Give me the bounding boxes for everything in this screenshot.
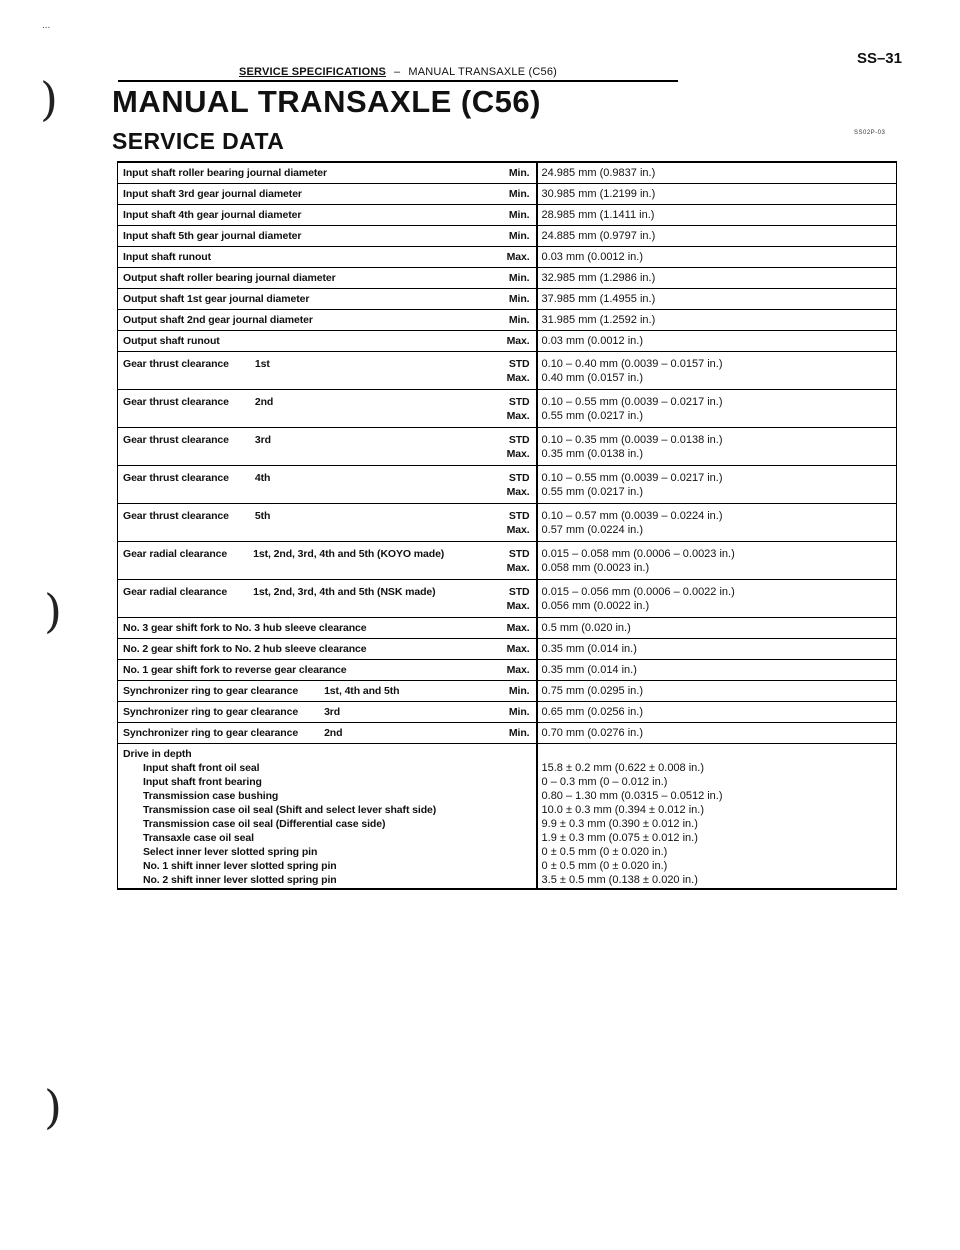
spec-item-label: No. 1 gear shift fork to reverse gear clearance: [123, 664, 347, 676]
spec-item-label: Gear thrust clearance: [123, 396, 229, 408]
spec-item-cell: [118, 660, 537, 681]
spec-item-sublabel: 4th: [254, 472, 271, 484]
spec-value-cell: [537, 466, 897, 504]
spec-row: [118, 289, 897, 310]
spec-item-sublabel: 2nd: [254, 396, 274, 408]
spec-item-cell: [118, 205, 537, 226]
spec-value: 0.058 mm (0.0023 in.): [541, 562, 650, 574]
spec-item-cell: [118, 466, 537, 504]
spec-value-cell: [537, 660, 897, 681]
binding-mark-top: ): [40, 72, 58, 126]
drive-in-depth-value: 3.5 ± 0.5 mm (0.138 ± 0.020 in.): [541, 874, 698, 886]
spec-row: [118, 639, 897, 660]
spec-row: [118, 390, 897, 428]
spec-item-label: Input shaft roller bearing journal diameter: [123, 167, 327, 179]
spec-limit-group: [509, 271, 530, 285]
page-title: MANUAL TRANSAXLE (C56): [112, 84, 541, 119]
drive-in-depth-item: Transmission case oil seal (Shift and select lever shaft side): [143, 804, 437, 816]
spec-value: 28.985 mm (1.1411 in.): [541, 209, 655, 221]
spec-limit: Max.: [506, 251, 530, 263]
spec-value-cell: [537, 205, 897, 226]
spec-item-cell: [118, 639, 537, 660]
spec-row: [118, 247, 897, 268]
running-header-section: SERVICE SPECIFICATIONS: [238, 66, 387, 78]
drive-in-depth-item: Input shaft front bearing: [143, 776, 262, 788]
spec-limit: Min.: [508, 209, 530, 221]
spec-row: [118, 542, 897, 580]
spec-limit-group: [507, 433, 530, 461]
spec-value: 0.75 mm (0.0295 in.): [541, 685, 644, 697]
spec-row: [118, 681, 897, 702]
spec-value: 24.885 mm (0.9797 in.): [541, 230, 656, 242]
spec-item-cell: [118, 504, 537, 542]
spec-row: [118, 723, 897, 744]
drive-in-depth-value: 15.8 ± 0.2 mm (0.622 ± 0.008 in.): [541, 762, 705, 774]
drive-in-depth-value: 0 – 0.3 mm (0 – 0.012 in.): [541, 776, 668, 788]
spec-value: 32.985 mm (1.2986 in.): [541, 272, 656, 284]
figure-code: SS02P-03: [854, 130, 886, 136]
spec-limit-group: [509, 705, 530, 719]
spec-row: [118, 466, 897, 504]
spec-limit-group: [507, 395, 530, 423]
spec-value: 0.03 mm (0.0012 in.): [541, 251, 644, 263]
spec-item-label: Output shaft 1st gear journal diameter: [123, 293, 310, 305]
drive-in-depth-item: No. 1 shift inner lever slotted spring pin: [143, 860, 337, 872]
spec-item-cell: [118, 352, 537, 390]
spec-limit: STD: [508, 358, 530, 370]
drive-in-depth-labels: [118, 744, 537, 890]
spec-limit-group: [509, 166, 530, 180]
spec-limit: STD: [508, 548, 530, 560]
spec-limit: Min.: [508, 727, 530, 739]
spec-item-cell: [118, 390, 537, 428]
spec-item-cell: [118, 268, 537, 289]
spec-value-cell: [537, 226, 897, 247]
spec-limit: Max.: [506, 410, 530, 422]
spec-limit: STD: [508, 434, 530, 446]
spec-value-cell: [537, 580, 897, 618]
spec-limit: Min.: [508, 272, 530, 284]
spec-item-label: Input shaft 4th gear journal diameter: [123, 209, 302, 221]
spec-row: [118, 618, 897, 639]
spec-value: 37.985 mm (1.4955 in.): [541, 293, 656, 305]
spec-value-cell: [537, 702, 897, 723]
spec-value: 0.015 – 0.058 mm (0.0006 – 0.0023 in.): [541, 548, 735, 560]
spec-item-sublabel: 3rd: [254, 434, 271, 446]
drive-in-depth-value: 10.0 ± 0.3 mm (0.394 ± 0.012 in.): [541, 804, 705, 816]
spec-value: 0.65 mm (0.0256 in.): [541, 706, 644, 718]
drive-in-depth-spacer: [542, 747, 892, 761]
spec-limit-group: [507, 357, 530, 385]
spec-item-label: Gear thrust clearance: [123, 510, 229, 522]
spec-limit-group: [507, 509, 530, 537]
spec-item-label: Input shaft 3rd gear journal diameter: [123, 188, 302, 200]
spec-item-label: No. 2 gear shift fork to No. 2 hub sleeve clearance: [123, 643, 367, 655]
spec-limit: STD: [508, 586, 530, 598]
spec-item-cell: [118, 247, 537, 268]
spec-item-sublabel: 1st, 2nd, 3rd, 4th and 5th (NSK made): [253, 586, 436, 598]
page-subtitle: SERVICE DATA: [112, 128, 285, 154]
spec-item-cell: [118, 542, 537, 580]
spec-limit: Min.: [508, 188, 530, 200]
spec-item-label: No. 3 gear shift fork to No. 3 hub sleeve clearance: [123, 622, 367, 634]
spec-item-sublabel: 2nd: [324, 727, 343, 739]
spec-limit: Max.: [506, 643, 530, 655]
spec-value: 0.03 mm (0.0012 in.): [541, 335, 644, 347]
drive-in-depth-item: Input shaft front oil seal: [143, 762, 260, 774]
spec-value: 0.55 mm (0.0217 in.): [541, 410, 644, 422]
spec-limit: Max.: [506, 524, 530, 536]
spec-value: 31.985 mm (1.2592 in.): [541, 314, 656, 326]
spec-item-cell: [118, 428, 537, 466]
spec-limit: Max.: [506, 372, 530, 384]
spec-limit: Max.: [506, 600, 530, 612]
spec-item-cell: [118, 618, 537, 639]
spec-row: [118, 162, 897, 184]
spec-value: 0.35 mm (0.014 in.): [541, 643, 637, 655]
drive-in-depth-value: 0.80 – 1.30 mm (0.0315 – 0.0512 in.): [541, 790, 723, 802]
spec-value-cell: [537, 162, 897, 184]
spec-value-cell: [537, 247, 897, 268]
spec-value: 0.35 mm (0.014 in.): [541, 664, 637, 676]
drive-in-depth-item: Transmission case oil seal (Differential case side): [143, 818, 386, 830]
spec-row: [118, 331, 897, 352]
spec-item-label: Synchronizer ring to gear clearance: [123, 685, 299, 697]
spec-value: 0.015 – 0.056 mm (0.0006 – 0.0022 in.): [541, 586, 735, 598]
spec-limit-group: [507, 621, 530, 635]
spec-item-label: Gear radial clearance: [123, 548, 228, 560]
spec-value-cell: [537, 390, 897, 428]
spec-item-cell: [118, 331, 537, 352]
spec-limit: Min.: [508, 314, 530, 326]
drive-in-depth-value: 1.9 ± 0.3 mm (0.075 ± 0.012 in.): [541, 832, 698, 844]
spec-value-cell: [537, 723, 897, 744]
spec-value-cell: [537, 639, 897, 660]
spec-limit-group: [507, 334, 530, 348]
spec-value: 0.40 mm (0.0157 in.): [541, 372, 644, 384]
spec-value: 0.10 – 0.40 mm (0.0039 – 0.0157 in.): [541, 358, 723, 370]
spec-limit: Max.: [506, 664, 530, 676]
spec-value: 0.10 – 0.55 mm (0.0039 – 0.0217 in.): [541, 396, 723, 408]
spec-limit-group: [507, 663, 530, 677]
spec-value: 0.70 mm (0.0276 in.): [541, 727, 644, 739]
spec-value: 0.10 – 0.57 mm (0.0039 – 0.0224 in.): [541, 510, 723, 522]
spec-limit-group: [509, 313, 530, 327]
spec-value: 0.056 mm (0.0022 in.): [541, 600, 650, 612]
spec-value-cell: [537, 352, 897, 390]
spec-limit: Max.: [506, 622, 530, 634]
spec-limit: STD: [508, 510, 530, 522]
spec-item-cell: [118, 310, 537, 331]
binding-mark-middle: ): [44, 584, 62, 638]
spec-value-cell: [537, 289, 897, 310]
spec-item-sublabel: 3rd: [324, 706, 341, 718]
spec-item-label: Gear thrust clearance: [123, 472, 229, 484]
spec-value: 0.35 mm (0.0138 in.): [541, 448, 644, 460]
spec-limit: Max.: [506, 448, 530, 460]
spec-limit: Min.: [508, 167, 530, 179]
spec-value-cell: [537, 681, 897, 702]
spec-row: [118, 352, 897, 390]
spec-value: 0.57 mm (0.0224 in.): [541, 524, 644, 536]
spec-limit: Min.: [508, 706, 530, 718]
spec-limit: Min.: [508, 293, 530, 305]
spec-row: [118, 702, 897, 723]
running-header: [118, 66, 678, 82]
spec-item-cell: [118, 289, 537, 310]
spec-item-label: Output shaft runout: [123, 335, 220, 347]
drive-in-depth-item: Select inner lever slotted spring pin: [143, 846, 318, 858]
spec-value: 0.10 – 0.35 mm (0.0039 – 0.0138 in.): [541, 434, 723, 446]
spec-limit-group: [509, 229, 530, 243]
spec-limit-group: [507, 471, 530, 499]
spec-limit-group: [509, 292, 530, 306]
spec-value-cell: [537, 504, 897, 542]
spec-item-sublabel: 5th: [254, 510, 271, 522]
spec-item-label: Synchronizer ring to gear clearance: [123, 706, 299, 718]
spec-row: [118, 184, 897, 205]
spec-row: [118, 226, 897, 247]
spec-item-sublabel: 1st: [254, 358, 270, 370]
spec-value-cell: [537, 618, 897, 639]
running-header-separator: –: [394, 66, 401, 78]
spec-item-cell: [118, 184, 537, 205]
drive-in-depth-values: [537, 744, 897, 890]
spec-limit: STD: [508, 472, 530, 484]
spec-value-cell: [537, 268, 897, 289]
spec-item-cell: [118, 702, 537, 723]
spec-limit-group: [509, 684, 530, 698]
spec-limit: Min.: [508, 230, 530, 242]
spec-value: 0.55 mm (0.0217 in.): [541, 486, 644, 498]
spec-row: [118, 580, 897, 618]
spec-value-cell: [537, 184, 897, 205]
spec-limit-group: [509, 208, 530, 222]
running-header-chapter: MANUAL TRANSAXLE (C56): [408, 66, 558, 78]
spec-item-label: Input shaft 5th gear journal diameter: [123, 230, 302, 242]
drive-in-depth-row: [118, 744, 897, 890]
service-data-table: [117, 161, 897, 890]
scan-speck: ...: [42, 20, 51, 31]
spec-item-cell: [118, 226, 537, 247]
spec-item-label: Output shaft roller bearing journal diameter: [123, 272, 336, 284]
drive-in-depth-value: 0 ± 0.5 mm (0 ± 0.020 in.): [541, 846, 668, 858]
spec-limit: Min.: [508, 685, 530, 697]
spec-value: 0.10 – 0.55 mm (0.0039 – 0.0217 in.): [541, 472, 723, 484]
drive-in-depth-item: Transmission case bushing: [143, 790, 279, 802]
spec-row: [118, 205, 897, 226]
spec-row: [118, 268, 897, 289]
spec-value: 30.985 mm (1.2199 in.): [541, 188, 656, 200]
spec-limit: Max.: [506, 562, 530, 574]
page-number: SS–31: [856, 50, 902, 67]
spec-item-label: Output shaft 2nd gear journal diameter: [123, 314, 313, 326]
spec-limit-group: [507, 642, 530, 656]
spec-value: 0.5 mm (0.020 in.): [541, 622, 631, 634]
spec-limit-group: [509, 187, 530, 201]
spec-limit-group: [507, 547, 530, 575]
spec-row: [118, 504, 897, 542]
spec-item-cell: [118, 162, 537, 184]
spec-row: [118, 428, 897, 466]
spec-value-cell: [537, 428, 897, 466]
spec-item-label: Input shaft runout: [123, 251, 212, 263]
binding-mark-bottom: ): [44, 1080, 62, 1134]
spec-limit: Max.: [506, 335, 530, 347]
spec-item-sublabel: 1st, 2nd, 3rd, 4th and 5th (KOYO made): [253, 548, 445, 560]
spec-value-cell: [537, 310, 897, 331]
drive-in-depth-value: 9.9 ± 0.3 mm (0.390 ± 0.012 in.): [541, 818, 698, 830]
spec-item-cell: [118, 723, 537, 744]
spec-limit: STD: [508, 396, 530, 408]
spec-value-cell: [537, 331, 897, 352]
spec-row: [118, 310, 897, 331]
drive-in-depth-value: 0 ± 0.5 mm (0 ± 0.020 in.): [541, 860, 668, 872]
drive-in-depth-title: Drive in depth: [123, 748, 192, 760]
drive-in-depth-item: No. 2 shift inner lever slotted spring pin: [143, 874, 337, 886]
spec-item-cell: [118, 580, 537, 618]
spec-limit-group: [507, 250, 530, 264]
drive-in-depth-item: Transaxle case oil seal: [143, 832, 254, 844]
spec-item-sublabel: 1st, 4th and 5th: [324, 685, 400, 697]
spec-row: [118, 660, 897, 681]
spec-item-label: Gear thrust clearance: [123, 434, 229, 446]
service-data-body: [118, 162, 897, 889]
spec-value-cell: [537, 542, 897, 580]
spec-limit-group: [509, 726, 530, 740]
spec-limit-group: [507, 585, 530, 613]
spec-value: 24.985 mm (0.9837 in.): [541, 167, 656, 179]
spec-item-cell: [118, 681, 537, 702]
spec-item-label: Gear thrust clearance: [123, 358, 229, 370]
spec-item-label: Gear radial clearance: [123, 586, 228, 598]
spec-item-label: Synchronizer ring to gear clearance: [123, 727, 299, 739]
spec-limit: Max.: [506, 486, 530, 498]
